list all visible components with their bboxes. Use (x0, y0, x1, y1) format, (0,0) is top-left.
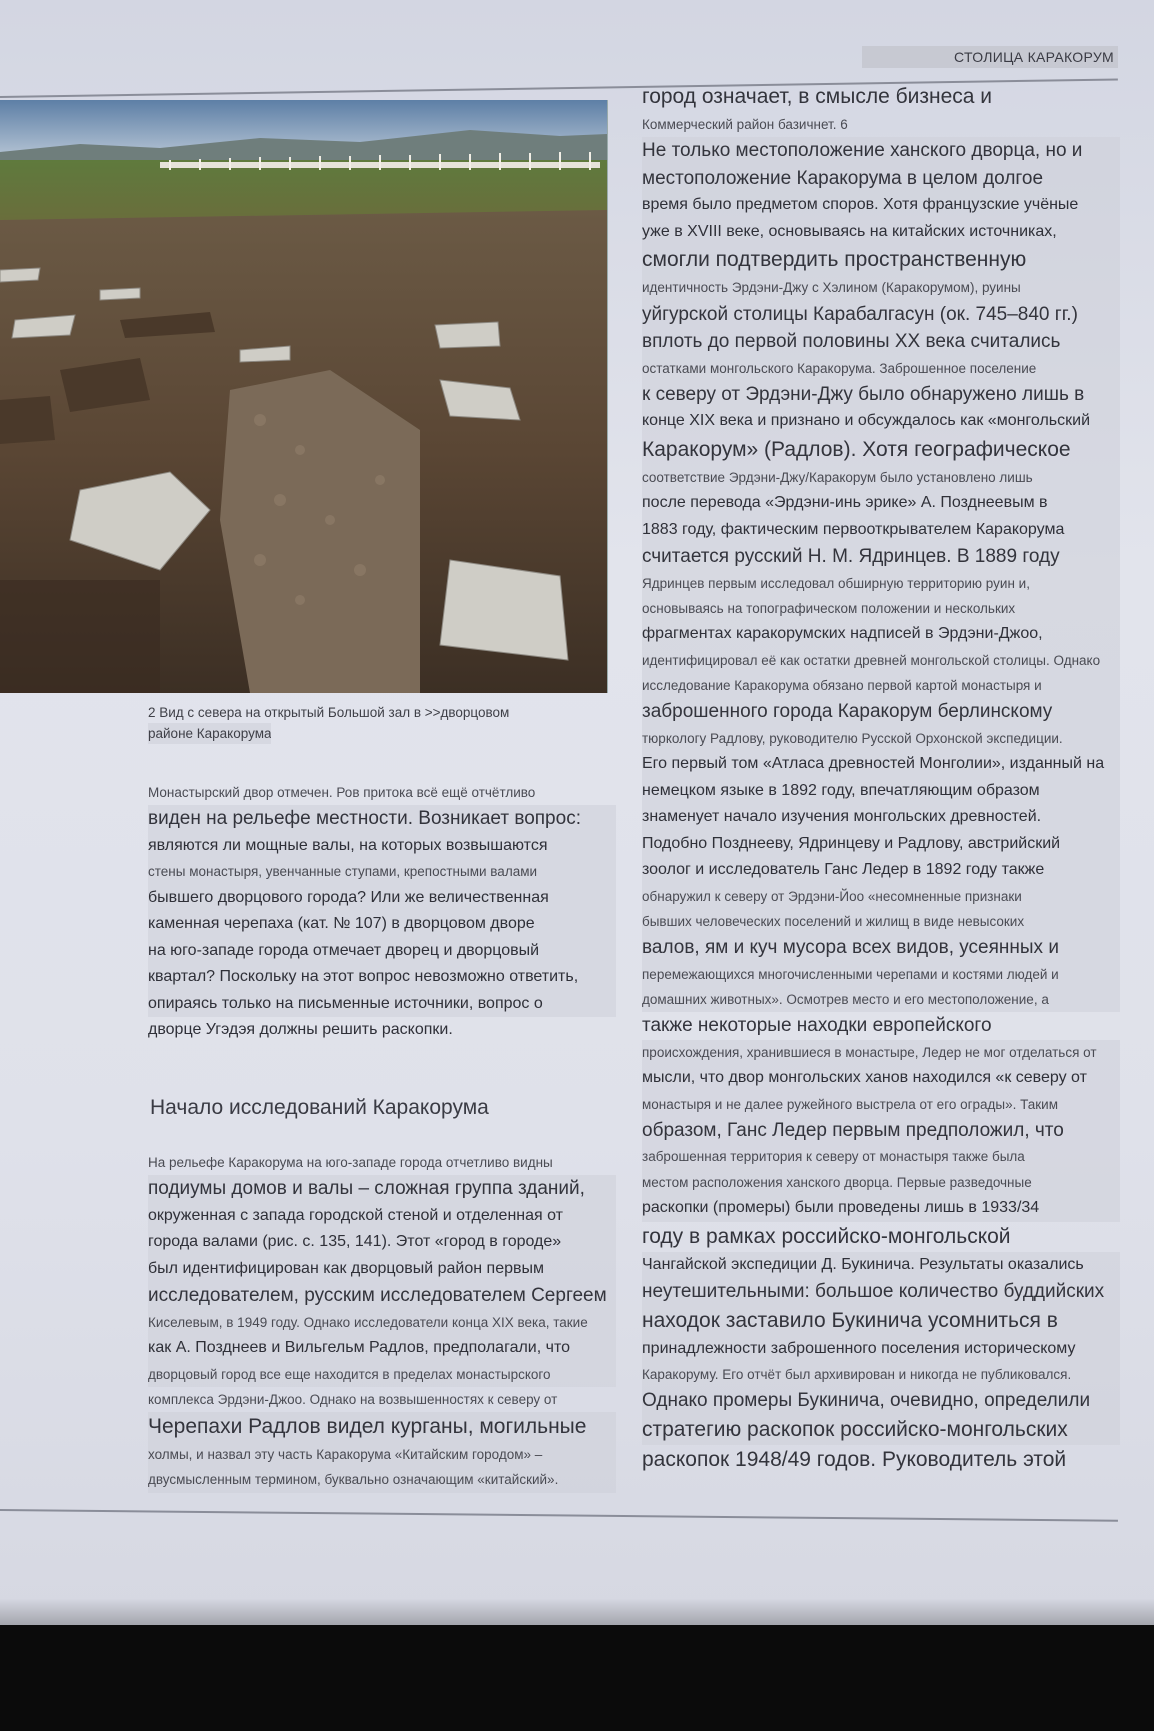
text-line: исследование Каракорума обязано первой картой монастыря и (642, 673, 1120, 698)
text-line: Киселевым, в 1949 году. Однако исследователи конца XIX века, такие (148, 1310, 616, 1335)
text-line: зоолог и исследователь Ганс Ледер в 1892 году также (642, 857, 1120, 884)
text-line: валов, ям и куч мусора всех видов, усеянных и (642, 934, 1120, 962)
text-line: соответствие Эрдэни-Джу/Каракорум было установлено лишь (642, 465, 1120, 490)
text-line: исследователем, русским исследователем Сергеем (148, 1282, 616, 1310)
text-line: домашних животных». Осмотрев место и его местоположение, а (642, 987, 1120, 1012)
text-line: заброшенная территория к северу от монастыря также была (642, 1144, 1120, 1169)
text-line: Каракоруму. Его отчёт был архивирован и никогда не публиковался. (642, 1362, 1120, 1387)
text-line: идентифицировал её как остатки древней монгольской столицы. Однако (642, 648, 1120, 673)
text-line: образом, Ганс Ледер первым предположил, что (642, 1117, 1120, 1145)
text-line: вплоть до первой половины XX века считались (642, 328, 1120, 356)
section-heading: Начало исследований Каракорума (150, 1096, 489, 1119)
text-line: Монастырский двор отмечен. Ров притока всё ещё отчётливо (148, 785, 536, 800)
text-line: стены монастыря, увенчанные ступами, крепостными валами (148, 859, 616, 884)
text-line: каменная черепаха (кат. № 107) в дворцовом дворе (148, 911, 616, 938)
text-line: бывших человеческих поселений и жилищ в виде невысоких (642, 909, 1120, 934)
text-line: немецком языке в 1892 году, впечатляющим образом (642, 778, 1120, 805)
text-line: являются ли мощные валы, на которых возвышаются (148, 833, 616, 860)
text-line: стратегию раскопок российско-монгольских (642, 1415, 1120, 1445)
bottom-rule (0, 1509, 1118, 1522)
text-line: местоположение Каракорума в целом долгое (642, 165, 1120, 193)
text-line: был идентифицирован как дворцовый район первым (148, 1256, 616, 1283)
text-line: комплекса Эрдэни-Джоо. Однако на возвышенностях к северу от (148, 1391, 558, 1407)
text-line: смогли подтвердить пространственную (642, 245, 1120, 275)
text-line: 1883 году, фактическим первооткрывателем Каракорума (642, 517, 1120, 544)
text-line: тюркологу Радлову, руководителю Русской Орхонской экспедиции. (642, 726, 1120, 751)
page-edge-shadow (0, 1598, 1154, 1625)
text-line: Каракорум» (Радлов). Хотя географическое (642, 435, 1120, 465)
left-column-para1 (148, 780, 616, 1044)
text-line: конце XIX века и признано и обсуждалось как «монгольский (642, 408, 1120, 435)
text-line: города валами (рис. с. 135, 141). Этот «город в городе» (148, 1229, 616, 1256)
text-line: местом расположения ханского дворца. Первые разведочные (642, 1170, 1120, 1195)
text-line: уйгурской столицы Карабалгасун (ок. 745–840 гг.) (642, 301, 1120, 329)
excavation-photo-art (0, 100, 607, 693)
text-line: уже в XVIII веке, основываясь на китайских источниках, (642, 219, 1120, 246)
text-line: раскопок 1948/49 годов. Руководитель этой (642, 1447, 1067, 1471)
text-line: квартал? Поскольку на этот вопрос невозможно ответить, (148, 964, 616, 991)
left-column-para2 (148, 1150, 616, 1493)
figure-caption (148, 702, 618, 750)
text-line: Не только местоположение ханского дворца, но и (642, 137, 1120, 165)
text-line: Чангайской экспедиции Д. Букинича. Результаты оказались (642, 1252, 1120, 1279)
caption-line: районе Каракорума (148, 723, 271, 744)
caption-line: 2 Вид с севера на открытый Большой зал в >>дворцовом (148, 705, 510, 720)
text-line: подиумы домов и валы – сложная группа зданий, (148, 1175, 616, 1203)
text-line: холмы, и назвал эту часть Каракорума «Китайским городом» – (148, 1442, 616, 1467)
text-line: Однако промеры Букинича, очевидно, определили (642, 1387, 1120, 1415)
text-line: окруженная с запада городской стеной и отделенная от (148, 1203, 616, 1230)
text-line: дворце Угэдэя должны решить раскопки. (148, 1021, 453, 1039)
text-line: знаменует начало изучения монгольских древностей. (642, 804, 1120, 831)
text-line: На рельефе Каракорума на юго-западе города отчетливо видны (148, 1155, 553, 1170)
text-line: находок заставило Букинича усомниться в (642, 1306, 1120, 1336)
text-line: Черепахи Радлов видел курганы, могильные (148, 1412, 616, 1442)
text-line: обнаружил к северу от Эрдэни-Йоо «несомненные признаки (642, 884, 1120, 909)
text-line: Его первый том «Атласа древностей Монголии», изданный на (642, 751, 1120, 778)
text-line: опираясь только на письменные источники, вопрос о (148, 991, 616, 1018)
text-line: к северу от Эрдэни-Джу было обнаружено лишь в (642, 381, 1120, 409)
text-line: время было предметом споров. Хотя французские учёные (642, 192, 1120, 219)
text-line: Коммерческий район базичнет. 6 (642, 117, 848, 132)
excavation-photo (0, 100, 608, 693)
text-line: перемежающихся многочисленными черепами и костями людей и (642, 962, 1120, 987)
text-line: бывшего дворцового города? Или же величественная (148, 885, 616, 912)
text-line: на юго-западе города отмечает дворец и дворцовый (148, 938, 616, 965)
text-line: двусмысленным термином, буквально означающим «китайский». (148, 1467, 616, 1492)
text-line: фрагментах каракорумских надписей в Эрдэни-Джоо, (642, 621, 1120, 648)
text-line: раскопки (промеры) были проведены лишь в 1933/34 (642, 1195, 1120, 1222)
text-line: город означает, в смысле бизнеса и (642, 85, 993, 108)
text-line: Ядринцев первым исследовал обширную территорию руин и, (642, 571, 1120, 596)
running-head: СТОЛИЦА КАРАКОРУМ (862, 46, 1118, 68)
text-line: мысли, что двор монгольских ханов находился «к северу от (642, 1065, 1120, 1092)
text-line: также некоторые находки европейского (642, 1015, 992, 1037)
text-line: после перевода «Эрдэни-инь эрике» А. Позднеевым в (642, 490, 1120, 517)
text-line: дворцовый город все еще находится в пределах монастырского (148, 1362, 616, 1387)
text-line: идентичность Эрдэни-Джу с Хэлином (Каракорумом), руины (642, 275, 1120, 300)
text-line: заброшенного города Каракорум берлинскому (642, 698, 1120, 726)
text-line: году в рамках российско-монгольской (642, 1224, 1011, 1248)
text-line: виден на рельефе местности. Возникает вопрос: (148, 805, 616, 833)
text-line: остатками монгольского Каракорума. Заброшенное поселение (642, 356, 1120, 381)
text-line: основываясь на топографическом положении и нескольких (642, 596, 1120, 621)
text-line: происхождения, хранившиеся в монастыре, Ледер не мог отделаться от (642, 1040, 1120, 1065)
text-line: Подобно Позднееву, Ядринцеву и Радлову, австрийский (642, 831, 1120, 858)
right-column (642, 82, 1120, 1475)
text-line: считается русский Н. М. Ядринцев. В 1889 году (642, 543, 1120, 571)
text-line: принадлежности заброшенного поселения историческому (642, 1336, 1120, 1363)
text-line: неутешительными: большое количество буддийских (642, 1278, 1120, 1306)
text-line: монастыря и не далее ружейного выстрела от его ограды». Таким (642, 1092, 1120, 1117)
text-line: как А. Позднеев и Вильгельм Радлов, предполагали, что (148, 1335, 616, 1362)
